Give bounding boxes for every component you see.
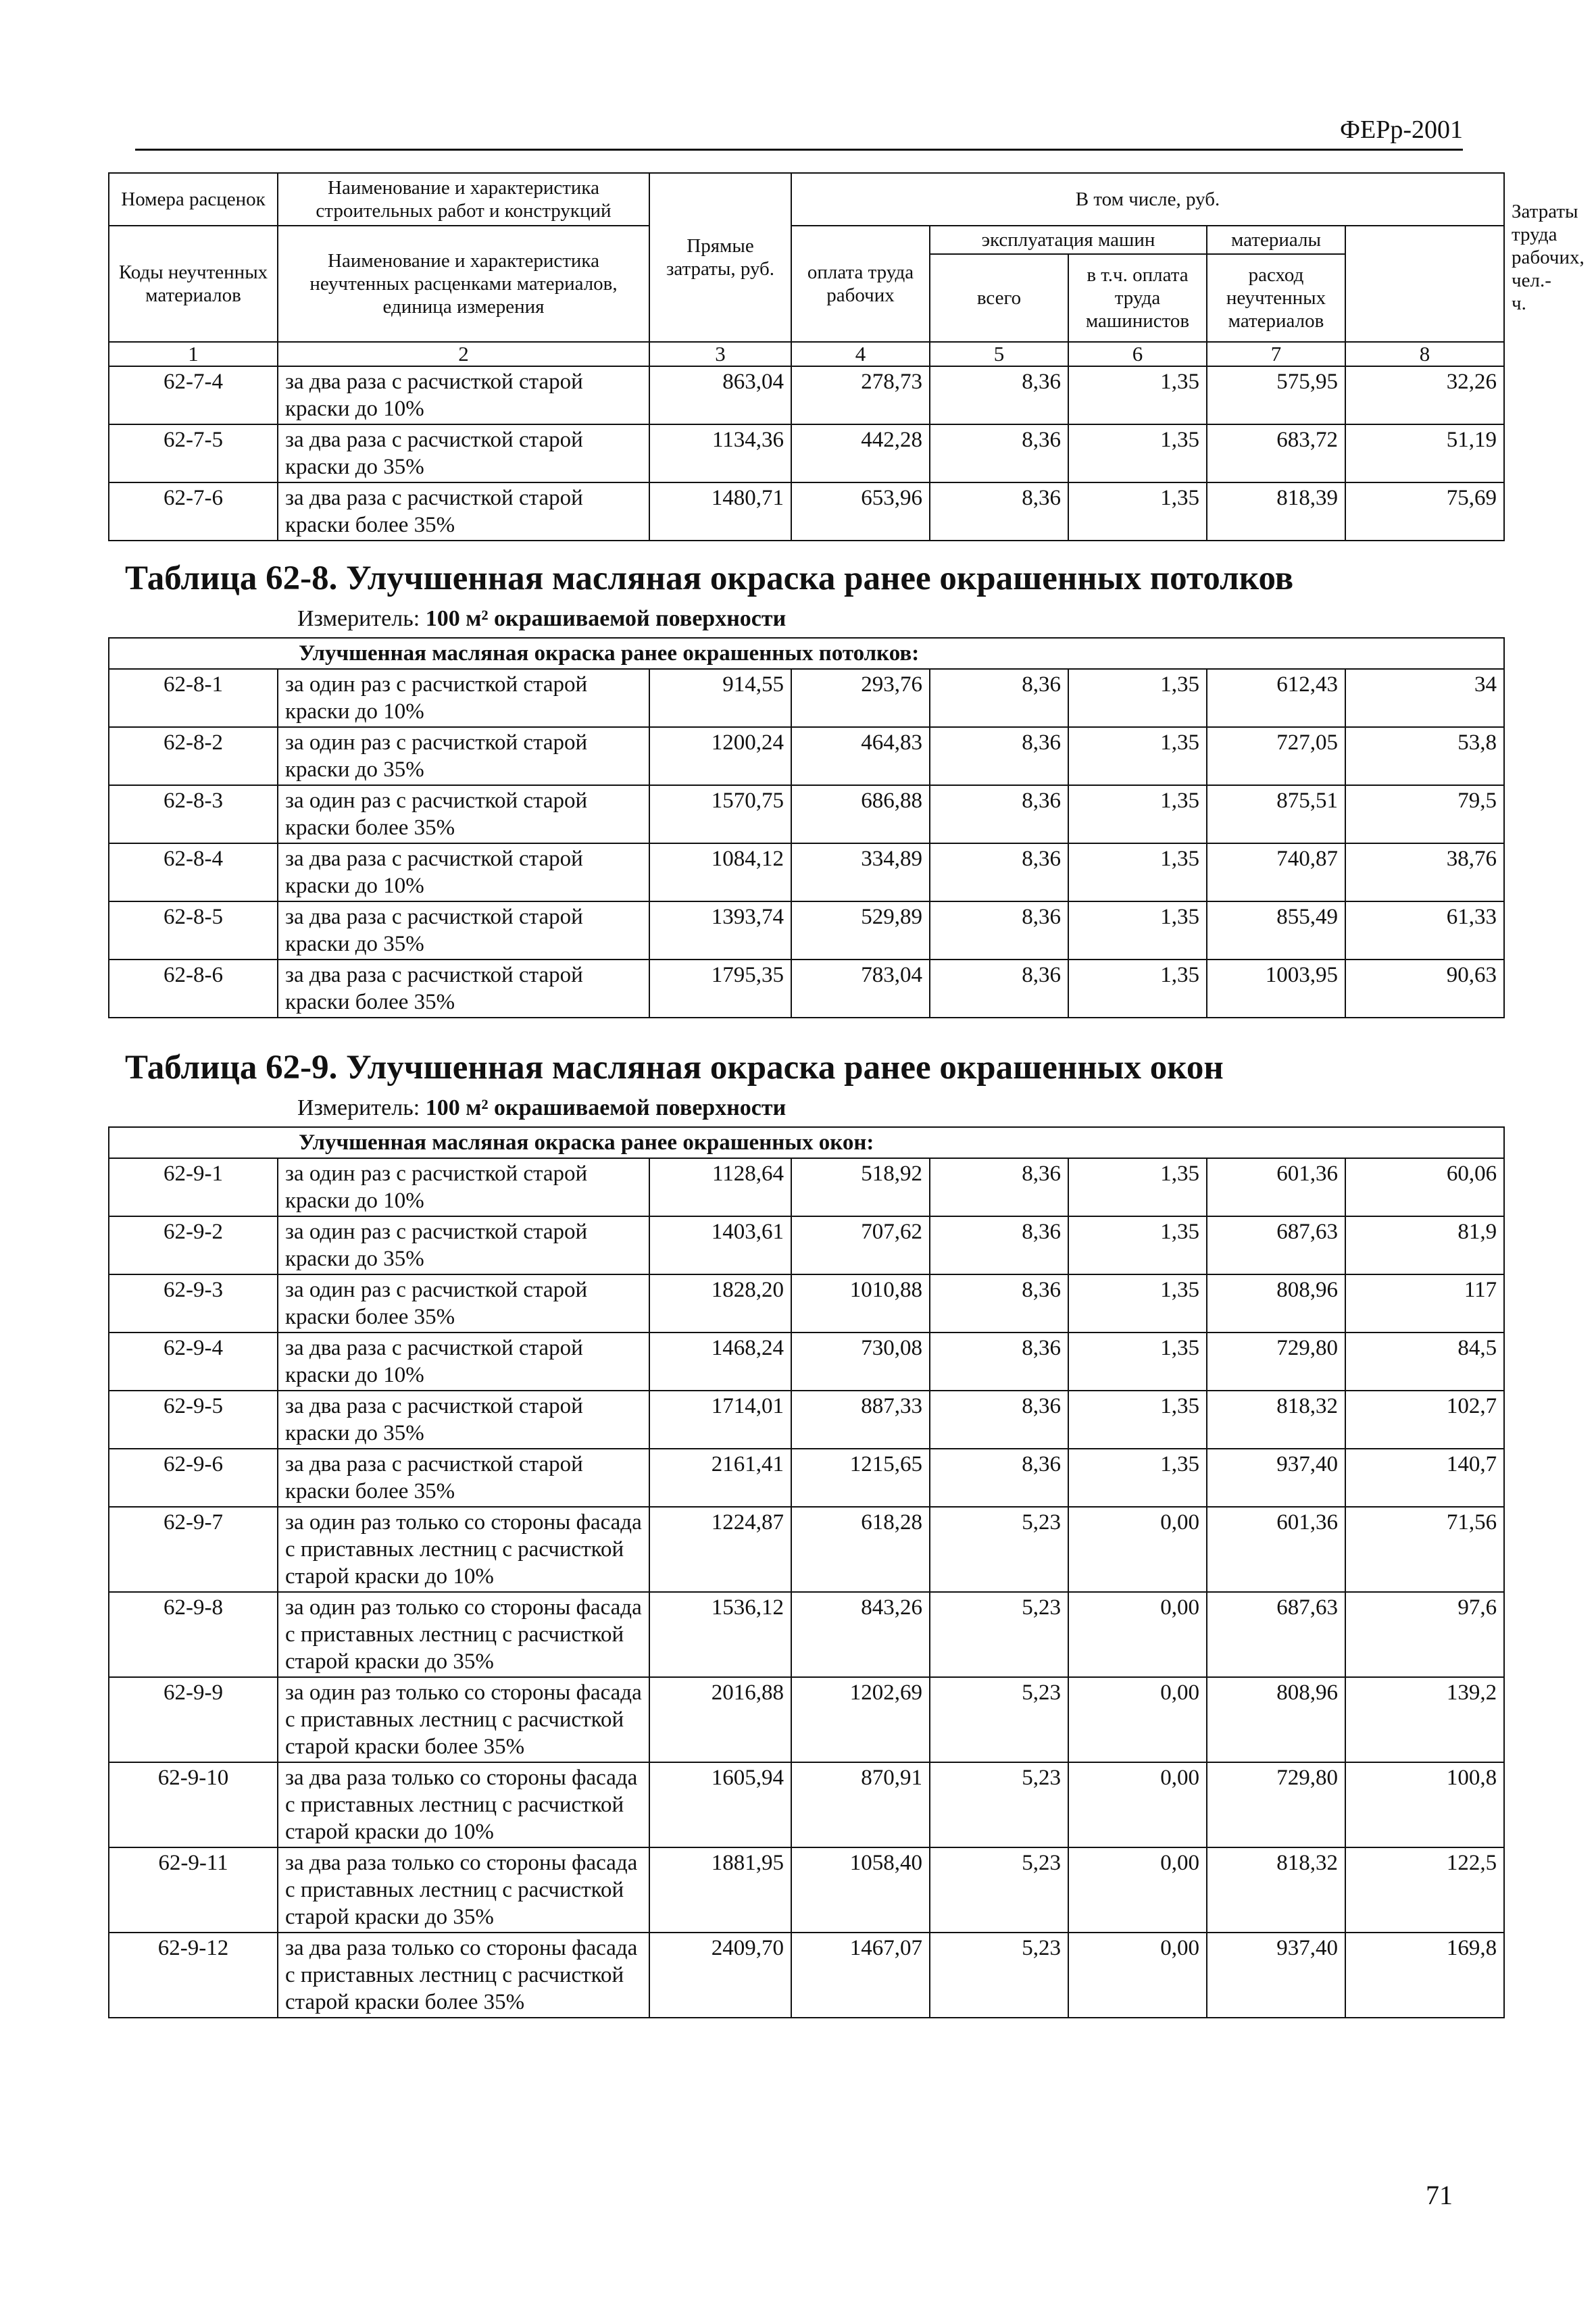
- rate-code: 62-8-5: [109, 901, 278, 960]
- table-row: [109, 366, 1504, 424]
- work-description: за два раза с расчисткой старой краски более 35%: [278, 960, 649, 1018]
- machinist-pay: 1,35: [1068, 1216, 1207, 1274]
- table-row: [109, 1847, 1504, 1933]
- direct-costs: 2161,41: [649, 1449, 791, 1507]
- rate-code: 62-8-2: [109, 727, 278, 785]
- machine-total: 8,36: [930, 1158, 1068, 1216]
- direct-costs: 914,55: [649, 669, 791, 727]
- labor-pay: 1215,65: [791, 1449, 930, 1507]
- machine-total: 5,23: [930, 1933, 1068, 2018]
- machine-total: 8,36: [930, 1391, 1068, 1449]
- rate-code: 62-7-6: [109, 482, 278, 541]
- machine-total: 8,36: [930, 727, 1068, 785]
- materials-usage: 687,63: [1207, 1216, 1345, 1274]
- table-row: [109, 482, 1504, 541]
- labor-hours: 97,6: [1345, 1592, 1504, 1677]
- table-row: [109, 669, 1504, 727]
- header-machine-operation: эксплуатация машин: [930, 226, 1207, 254]
- work-description: за один раз только со стороны фасада с приставных лестниц с расчисткой старой краски более 35%: [278, 1677, 649, 1762]
- labor-pay: 1467,07: [791, 1933, 930, 2018]
- labor-hours: 81,9: [1345, 1216, 1504, 1274]
- work-description: за два раза только со стороны фасада с приставных лестниц с расчисткой старой краски до 10%: [278, 1762, 649, 1847]
- table-62-9-meter: Измеритель: 100 м² окрашиваемой поверхности: [297, 1095, 787, 1120]
- machinist-pay: 1,35: [1068, 1391, 1207, 1449]
- labor-hours: 32,26: [1345, 366, 1504, 424]
- labor-hours: 79,5: [1345, 785, 1504, 843]
- machinist-pay: 1,35: [1068, 424, 1207, 482]
- direct-costs: 1881,95: [649, 1847, 791, 1933]
- labor-hours: 169,8: [1345, 1933, 1504, 2018]
- materials-usage: 818,32: [1207, 1847, 1345, 1933]
- page-number: 71: [1426, 2180, 1453, 2210]
- materials-usage: 729,80: [1207, 1333, 1345, 1391]
- machine-total: 5,23: [930, 1847, 1068, 1933]
- direct-costs: 1570,75: [649, 785, 791, 843]
- labor-pay: 1202,69: [791, 1677, 930, 1762]
- rate-code: 62-8-3: [109, 785, 278, 843]
- machine-total: 5,23: [930, 1762, 1068, 1847]
- direct-costs: 863,04: [649, 366, 791, 424]
- direct-costs: 1403,61: [649, 1216, 791, 1274]
- materials-usage: 808,96: [1207, 1677, 1345, 1762]
- table-62-9-title: Таблица 62-9. Улучшенная масляная окраска ранее окрашенных окон: [125, 1049, 1224, 1087]
- labor-hours: 117: [1345, 1274, 1504, 1333]
- direct-costs: 1084,12: [649, 843, 791, 901]
- machinist-pay: 1,35: [1068, 366, 1207, 424]
- labor-pay: 293,76: [791, 669, 930, 727]
- labor-pay: 618,28: [791, 1507, 930, 1592]
- rate-code: 62-9-4: [109, 1333, 278, 1391]
- machine-total: 8,36: [930, 960, 1068, 1018]
- work-description: за один раз с расчисткой старой краски до 35%: [278, 727, 649, 785]
- rate-code: 62-9-3: [109, 1274, 278, 1333]
- document-code: ФЕРр-2001: [1339, 116, 1463, 144]
- rate-code: 62-9-12: [109, 1933, 278, 2018]
- rates-table-62-9: [108, 1126, 1505, 2018]
- work-description: за два раза только со стороны фасада с приставных лестниц с расчисткой старой краски более 35%: [278, 1933, 649, 2018]
- table-62-8-title: Таблица 62-8. Улучшенная масляная окраска ранее окрашенных потолков: [125, 559, 1294, 597]
- materials-usage: 818,39: [1207, 482, 1345, 541]
- machinist-pay: 0,00: [1068, 1677, 1207, 1762]
- machinist-pay: 1,35: [1068, 960, 1207, 1018]
- machinist-pay: 0,00: [1068, 1847, 1207, 1933]
- work-description: за два раза с расчисткой старой краски до 10%: [278, 843, 649, 901]
- rate-code: 62-9-11: [109, 1847, 278, 1933]
- header-materials-usage: расход неучтенных материалов: [1207, 254, 1345, 342]
- rates-table-62-7: Номера расценок Наименование и характеристика строительных работ и конструкций Прямые затраты, руб. В том числе, руб. Затраты труда рабочих, чел.-ч. Коды неучтенных материалов Наименование и характеристика неучтенных расценками материалов, единица измерения оплата труда рабочих эксплуатация машин материалы всего в т.ч. оплата труда машинистов расход неучтенных материалов 1 2 3 4 5 6 7 8 62-7-4 за два раза с расчисткой старой краски до 10% 863,04 278,73 8,36 1,35 575,95 32,26 62-7-5 за два раза с расчисткой старой краски до 35% 1134,36 442,28 8,36 1,35 683,72 51,19 62-7-6 за два раза с расчисткой старой краски более 35% 1480,71 653,96 8,36 1,35 818,39 75,69: [108, 172, 1505, 541]
- rate-code: 62-9-7: [109, 1507, 278, 1592]
- table-row: [109, 843, 1504, 901]
- labor-pay: 707,62: [791, 1216, 930, 1274]
- table-row: [109, 1158, 1504, 1216]
- rate-code: 62-8-1: [109, 669, 278, 727]
- header-machine-total: всего: [930, 254, 1068, 342]
- machinist-pay: 1,35: [1068, 1333, 1207, 1391]
- rate-code: 62-8-6: [109, 960, 278, 1018]
- direct-costs: 1795,35: [649, 960, 791, 1018]
- machinist-pay: 1,35: [1068, 482, 1207, 541]
- work-description: за один раз с расчисткой старой краски до 10%: [278, 1158, 649, 1216]
- table-row: [109, 727, 1504, 785]
- table-row: [109, 785, 1504, 843]
- direct-costs: 2409,70: [649, 1933, 791, 2018]
- materials-usage: 808,96: [1207, 1274, 1345, 1333]
- direct-costs: 1134,36: [649, 424, 791, 482]
- work-description: за два раза только со стороны фасада с приставных лестниц с расчисткой старой краски до 35%: [278, 1847, 649, 1933]
- work-description: за два раза с расчисткой старой краски до 35%: [278, 901, 649, 960]
- labor-pay: 1010,88: [791, 1274, 930, 1333]
- labor-hours: 51,19: [1345, 424, 1504, 482]
- labor-pay: 464,83: [791, 727, 930, 785]
- machinist-pay: 1,35: [1068, 901, 1207, 960]
- table-row: [109, 424, 1504, 482]
- machine-total: 8,36: [930, 424, 1068, 482]
- labor-hours: 102,7: [1345, 1391, 1504, 1449]
- labor-pay: 686,88: [791, 785, 930, 843]
- rate-code: 62-9-6: [109, 1449, 278, 1507]
- table-row: [109, 1391, 1504, 1449]
- materials-usage: 1003,95: [1207, 960, 1345, 1018]
- work-description: за один раз с расчисткой старой краски более 35%: [278, 1274, 649, 1333]
- direct-costs: 1393,74: [649, 901, 791, 960]
- rate-code: 62-9-8: [109, 1592, 278, 1677]
- labor-hours: 140,7: [1345, 1449, 1504, 1507]
- machine-total: 8,36: [930, 1216, 1068, 1274]
- machine-total: 8,36: [930, 1333, 1068, 1391]
- table-row: [109, 1762, 1504, 1847]
- table-row: [109, 1333, 1504, 1391]
- machine-total: 8,36: [930, 843, 1068, 901]
- labor-hours: 139,2: [1345, 1677, 1504, 1762]
- direct-costs: 2016,88: [649, 1677, 791, 1762]
- labor-pay: 529,89: [791, 901, 930, 960]
- header-rate-numbers: Номера расценок: [109, 173, 278, 226]
- labor-pay: 730,08: [791, 1333, 930, 1391]
- rate-code: 62-7-4: [109, 366, 278, 424]
- machine-total: 5,23: [930, 1592, 1068, 1677]
- machinist-pay: 1,35: [1068, 1449, 1207, 1507]
- labor-pay: 518,92: [791, 1158, 930, 1216]
- labor-hours: 61,33: [1345, 901, 1504, 960]
- table-row: [109, 960, 1504, 1018]
- machine-total: 8,36: [930, 366, 1068, 424]
- work-description: за один раз с расчисткой старой краски до 35%: [278, 1216, 649, 1274]
- machine-total: 5,23: [930, 1677, 1068, 1762]
- materials-usage: 818,32: [1207, 1391, 1345, 1449]
- labor-hours: 84,5: [1345, 1333, 1504, 1391]
- header-labor-pay: оплата труда рабочих: [791, 226, 930, 342]
- materials-usage: 727,05: [1207, 727, 1345, 785]
- rate-code: 62-9-10: [109, 1762, 278, 1847]
- column-numbers-row: 1 2 3 4 5 6 7 8: [109, 342, 1504, 366]
- labor-hours: 34: [1345, 669, 1504, 727]
- work-description: за два раза с расчисткой старой краски до 35%: [278, 424, 649, 482]
- rates-table-62-8: [108, 637, 1505, 1018]
- labor-pay: 653,96: [791, 482, 930, 541]
- direct-costs: 1128,64: [649, 1158, 791, 1216]
- rate-code: 62-9-2: [109, 1216, 278, 1274]
- direct-costs: 1714,01: [649, 1391, 791, 1449]
- machinist-pay: 1,35: [1068, 1158, 1207, 1216]
- rate-code: 62-9-1: [109, 1158, 278, 1216]
- materials-usage: 855,49: [1207, 901, 1345, 960]
- work-description: за два раза с расчисткой старой краски до 35%: [278, 1391, 649, 1449]
- labor-hours: 71,56: [1345, 1507, 1504, 1592]
- labor-hours: 38,76: [1345, 843, 1504, 901]
- materials-usage: 729,80: [1207, 1762, 1345, 1847]
- rate-code: 62-9-5: [109, 1391, 278, 1449]
- work-description: за один раз с расчисткой старой краски до 10%: [278, 669, 649, 727]
- materials-usage: 937,40: [1207, 1933, 1345, 2018]
- table-row: [109, 1274, 1504, 1333]
- machinist-pay: 0,00: [1068, 1933, 1207, 2018]
- rate-code: 62-8-4: [109, 843, 278, 901]
- direct-costs: 1224,87: [649, 1507, 791, 1592]
- rate-code: 62-9-9: [109, 1677, 278, 1762]
- machinist-pay: 1,35: [1068, 785, 1207, 843]
- table-row: [109, 1592, 1504, 1677]
- labor-pay: 887,33: [791, 1391, 930, 1449]
- table-row: [109, 1216, 1504, 1274]
- machine-total: 8,36: [930, 482, 1068, 541]
- materials-usage: 683,72: [1207, 424, 1345, 482]
- labor-pay: 783,04: [791, 960, 930, 1018]
- machine-total: 5,23: [930, 1507, 1068, 1592]
- table-62-8-meter: Измеритель: 100 м² окрашиваемой поверхности: [297, 606, 787, 631]
- materials-usage: 740,87: [1207, 843, 1345, 901]
- direct-costs: 1828,20: [649, 1274, 791, 1333]
- machinist-pay: 1,35: [1068, 727, 1207, 785]
- materials-usage: 601,36: [1207, 1158, 1345, 1216]
- machinist-pay: 0,00: [1068, 1762, 1207, 1847]
- header-material-codes: Коды неучтенных материалов: [109, 226, 278, 342]
- materials-usage: 575,95: [1207, 366, 1345, 424]
- materials-usage: 687,63: [1207, 1592, 1345, 1677]
- work-description: за один раз только со стороны фасада с приставных лестниц с расчисткой старой краски до 35%: [278, 1592, 649, 1677]
- labor-pay: 334,89: [791, 843, 930, 901]
- work-description: за один раз с расчисткой старой краски более 35%: [278, 785, 649, 843]
- direct-costs: 1480,71: [649, 482, 791, 541]
- machinist-pay: 1,35: [1068, 1274, 1207, 1333]
- header-direct-costs: Прямые затраты, руб.: [649, 173, 791, 342]
- table-row: [109, 901, 1504, 960]
- labor-pay: 278,73: [791, 366, 930, 424]
- header-including: В том числе, руб.: [791, 173, 1504, 226]
- header-machinist-pay: в т.ч. оплата труда машинистов: [1068, 254, 1207, 342]
- machine-total: 8,36: [930, 1274, 1068, 1333]
- direct-costs: 1605,94: [649, 1762, 791, 1847]
- machine-total: 8,36: [930, 1449, 1068, 1507]
- direct-costs: 1200,24: [649, 727, 791, 785]
- materials-usage: 601,36: [1207, 1507, 1345, 1592]
- section-header: Улучшенная масляная окраска ранее окрашенных потолков:: [109, 638, 1504, 669]
- labor-hours: 75,69: [1345, 482, 1504, 541]
- work-description: за два раза с расчисткой старой краски до 10%: [278, 1333, 649, 1391]
- machine-total: 8,36: [930, 669, 1068, 727]
- table-row: [109, 1507, 1504, 1592]
- direct-costs: 1468,24: [649, 1333, 791, 1391]
- labor-hours: 60,06: [1345, 1158, 1504, 1216]
- rate-code: 62-7-5: [109, 424, 278, 482]
- labor-hours: 90,63: [1345, 960, 1504, 1018]
- work-description: за один раз только со стороны фасада с приставных лестниц с расчисткой старой краски до 10%: [278, 1507, 649, 1592]
- labor-pay: 870,91: [791, 1762, 930, 1847]
- machinist-pay: 0,00: [1068, 1592, 1207, 1677]
- labor-hours: 122,5: [1345, 1847, 1504, 1933]
- header-materials: материалы: [1207, 226, 1345, 254]
- direct-costs: 1536,12: [649, 1592, 791, 1677]
- labor-hours: 53,8: [1345, 727, 1504, 785]
- header-material-name: Наименование и характеристика неучтенных расценками материалов, единица измерения: [278, 226, 649, 342]
- work-description: за два раза с расчисткой старой краски до 10%: [278, 366, 649, 424]
- section-header: Улучшенная масляная окраска ранее окрашенных окон:: [109, 1127, 1504, 1158]
- materials-usage: 875,51: [1207, 785, 1345, 843]
- work-description: за два раза с расчисткой старой краски более 35%: [278, 1449, 649, 1507]
- machinist-pay: 1,35: [1068, 669, 1207, 727]
- machine-total: 8,36: [930, 785, 1068, 843]
- labor-pay: 442,28: [791, 424, 930, 482]
- header-work-name: Наименование и характеристика строительных работ и конструкций: [278, 173, 649, 226]
- machinist-pay: 0,00: [1068, 1507, 1207, 1592]
- labor-pay: 1058,40: [791, 1847, 930, 1933]
- page-header: [135, 115, 1463, 151]
- machinist-pay: 1,35: [1068, 843, 1207, 901]
- table-row: [109, 1677, 1504, 1762]
- labor-hours: 100,8: [1345, 1762, 1504, 1847]
- labor-pay: 843,26: [791, 1592, 930, 1677]
- table-row: [109, 1449, 1504, 1507]
- materials-usage: 612,43: [1207, 669, 1345, 727]
- materials-usage: 937,40: [1207, 1449, 1345, 1507]
- work-description: за два раза с расчисткой старой краски более 35%: [278, 482, 649, 541]
- machine-total: 8,36: [930, 901, 1068, 960]
- table-row: [109, 1933, 1504, 2018]
